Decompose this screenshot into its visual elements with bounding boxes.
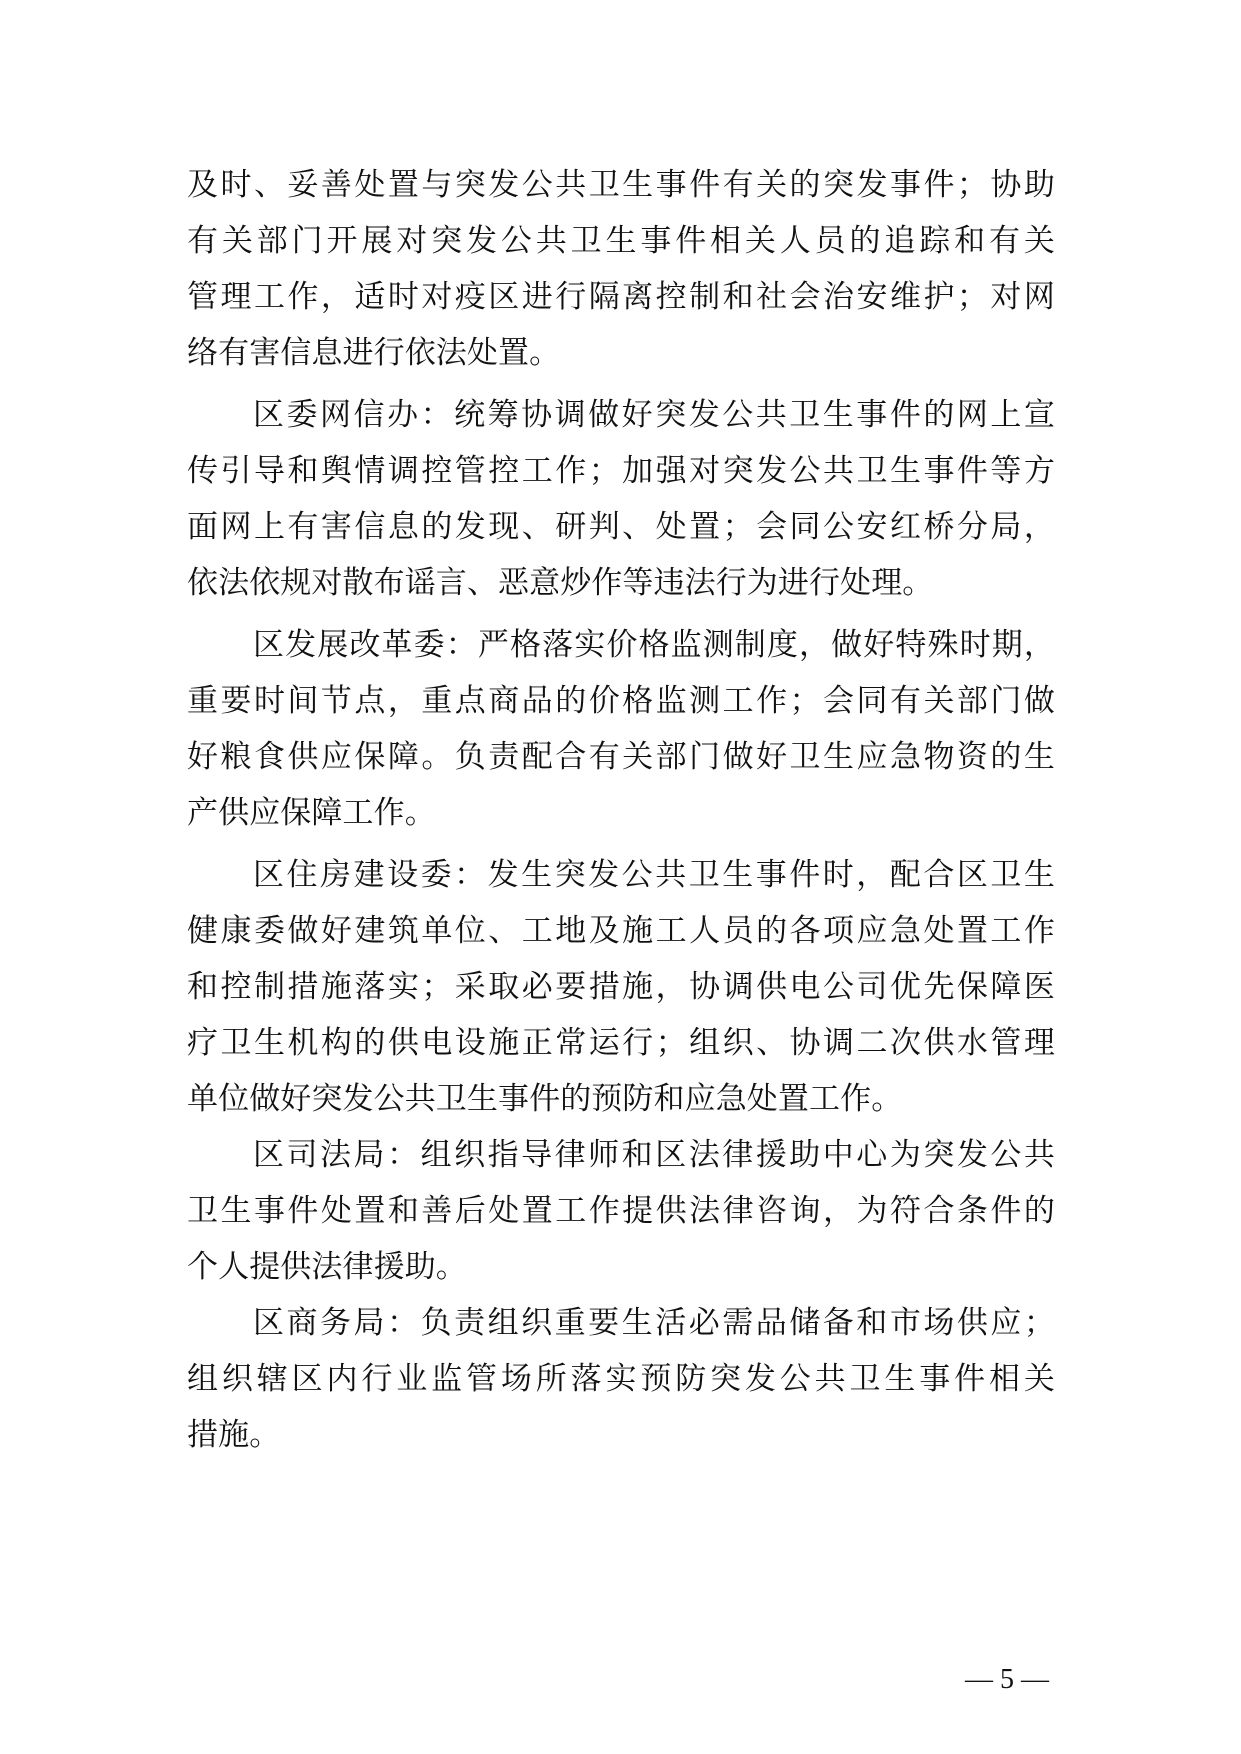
paragraph-line: 有关部门开展对突发公共卫生事件相关人员的追踪和有关 — [187, 223, 1055, 259]
paragraph-line: 健康委做好建筑单位、工地及施工人员的各项应急处置工作 — [187, 913, 1055, 949]
paragraph-line: 疗卫生机构的供电设施正常运行；组织、协调二次供水管理 — [187, 1025, 1055, 1061]
paragraph-line: 产供应保障工作。 — [187, 795, 436, 831]
paragraph-line: 好粮食供应保障。负责配合有关部门做好卫生应急物资的生 — [187, 739, 1055, 775]
paragraph-line: 及时、妥善处置与突发公共卫生事件有关的突发事件；协助 — [187, 167, 1055, 203]
paragraph-line: 组织辖区内行业监管场所落实预防突发公共卫生事件相关 — [187, 1361, 1055, 1397]
paragraph-line: 个人提供法律援助。 — [187, 1249, 467, 1285]
paragraph-line: 措施。 — [187, 1417, 281, 1453]
paragraph-line: 传引导和舆情调控管控工作；加强对突发公共卫生事件等方 — [187, 453, 1055, 489]
paragraph-line: 区商务局：负责组织重要生活必需品储备和市场供应； — [253, 1305, 1055, 1341]
paragraph-line: 管理工作，适时对疫区进行隔离控制和社会治安维护；对网 — [187, 279, 1055, 315]
paragraph-line: 络有害信息进行依法处置。 — [187, 335, 561, 371]
paragraph-line: 区发展改革委：严格落实价格监测制度，做好特殊时期， — [253, 627, 1055, 663]
paragraph-line: 和控制措施落实；采取必要措施，协调供电公司优先保障医 — [187, 969, 1055, 1005]
paragraph-line: 依法依规对散布谣言、恶意炒作等违法行为进行处理。 — [187, 565, 934, 601]
paragraph-line: 重要时间节点，重点商品的价格监测工作；会同有关部门做 — [187, 683, 1055, 719]
paragraph-line: 区住房建设委：发生突发公共卫生事件时，配合区卫生 — [253, 857, 1055, 893]
paragraph-line: 区司法局：组织指导律师和区法律援助中心为突发公共 — [253, 1137, 1055, 1173]
page-number: — 5 — — [965, 1664, 1049, 1695]
paragraph-line: 卫生事件处置和善后处置工作提供法律咨询，为符合条件的 — [187, 1193, 1055, 1229]
paragraph-line: 区委网信办：统筹协调做好突发公共卫生事件的网上宣 — [253, 397, 1055, 433]
paragraph-line: 面网上有害信息的发现、研判、处置；会同公安红桥分局， — [187, 509, 1055, 545]
paragraph-line: 单位做好突发公共卫生事件的预防和应急处置工作。 — [187, 1081, 903, 1117]
